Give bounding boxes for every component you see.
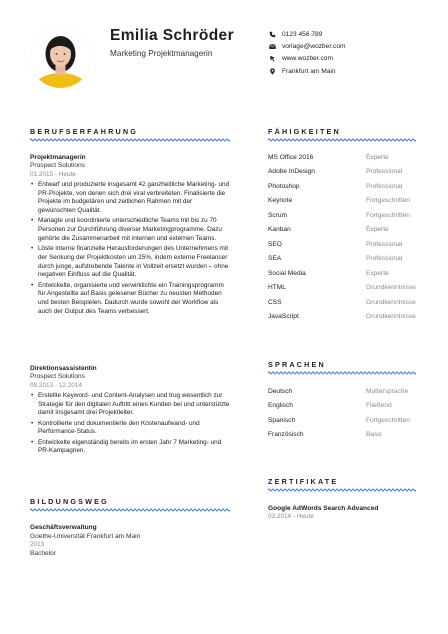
skill-name: JavaScript <box>268 313 299 321</box>
language-row <box>268 384 423 399</box>
skill-level: Grundkenntnisse <box>366 313 416 321</box>
candidate-title: Marketing Projektmanagerin <box>110 49 213 58</box>
skill-name: MS Office 2016 <box>268 153 314 161</box>
website-text[interactable]: www.wozber.com <box>282 55 333 63</box>
job-bullet: • Entwarf und produzierte insgesamt 42 ganzheitliche Marketing- und PR-Projekte, von denen sich drei viral verbreiteten. Finalisierte die Projekte im budgetären und zeitlichen Rahmen mit der gewünschten Qualität. <box>30 181 230 216</box>
job-bullet: • Managte und koordinierte unterschiedliche Teams mit bis zu 70 Personen zur Durchführung diverser Marketingprogramme. Dazu gehörte die Zusammenarbeit mit internen und externen Teams. <box>30 217 230 243</box>
job-role: Direktionsassistentin <box>30 365 97 372</box>
skill-level: Professional <box>366 240 403 248</box>
skill-row <box>268 266 423 281</box>
job-bullet: • Kontrollierte und dokumentierte den Kostenaufwand- und Performance-Status. <box>30 420 230 437</box>
job-bullets <box>30 392 230 456</box>
skill-name: Kanban <box>268 226 291 234</box>
languages-list <box>268 384 423 442</box>
languages-divider <box>268 371 416 375</box>
cursor-icon <box>268 54 277 63</box>
skill-name: SEO <box>268 240 282 248</box>
location-text: Frankfurt am Main <box>282 67 336 75</box>
experience-heading: BERUFSERFAHRUNG <box>30 127 139 136</box>
education-school: Goethe-Universität Frankfurt am Main <box>30 532 141 540</box>
skills-divider <box>268 138 416 142</box>
skills-list <box>268 150 423 324</box>
skill-level: Professional <box>366 182 403 190</box>
certificates-heading: ZERTIFIKATE <box>268 477 339 486</box>
skill-name: CSS <box>268 298 282 306</box>
job-role: Projektmanagerin <box>30 154 86 161</box>
skill-level: Professional <box>366 168 403 176</box>
skill-name: Photoshop <box>268 182 300 190</box>
languages-heading: SPRACHEN <box>268 360 326 369</box>
education-year: 2013 <box>30 541 45 548</box>
certificate-entry <box>268 504 428 522</box>
language-level: Basic <box>366 431 383 439</box>
skill-row <box>268 179 423 194</box>
skill-level: Grundkenntnisse <box>366 284 416 292</box>
skills-heading: FÄHIGKEITEN <box>268 127 341 136</box>
skill-row <box>268 223 423 238</box>
language-row <box>268 399 423 414</box>
skill-name: SEA <box>268 255 282 263</box>
job-dates: 09.2013 - 12.2014 <box>30 381 82 389</box>
skill-level: Fortgeschritten <box>366 211 410 219</box>
language-name: Deutsch <box>268 387 293 395</box>
education-divider <box>30 508 230 512</box>
language-level: Muttersprache <box>366 387 409 395</box>
language-name: Englisch <box>268 402 293 410</box>
job-dates: 01.2015 - Heute <box>30 170 76 178</box>
education-degree: Geschäftsverwaltung <box>30 524 97 531</box>
education-heading: BILDUNGSWEG <box>30 497 109 506</box>
skill-row <box>268 194 423 209</box>
skill-row <box>268 165 423 180</box>
candidate-name: Emilia Schröder <box>110 27 235 44</box>
skill-name: HTML <box>268 284 286 292</box>
job-bullet: • Erstellte Keyword- und Content-Analysen und trug wesentlich zur Strategie für den digitalen Auftritt eines Kunden bei und unterstützte damit insgesamt drei Projektleiter. <box>30 392 230 418</box>
job-company: Prospect Solutions <box>30 373 85 380</box>
job-company: Prospect Solutions <box>30 162 85 169</box>
skill-row <box>268 150 423 165</box>
skill-name: Scrum <box>268 211 288 219</box>
certificate-name: Google AdWords Search Advanced <box>268 505 379 512</box>
skill-level: Professional <box>366 255 403 263</box>
certificates-divider <box>268 488 416 492</box>
contact-location <box>268 65 346 77</box>
skill-level: Fortgeschritten <box>366 197 410 205</box>
skill-level: Experte <box>366 269 389 277</box>
skill-row <box>268 252 423 267</box>
experience-divider <box>30 138 230 142</box>
job-entry-2 <box>30 364 230 458</box>
language-name: Spanisch <box>268 416 296 424</box>
job-bullet: • Entwickelte, organisierte und verwirklichte ein Trainingsprogramm für Angestellte auf Basis gelesener Bücher zu neusten Methoden und besten Beispielen. Dadurch wurde sowohl der Workflow als auch der Output des Teams verbessert. <box>30 282 230 317</box>
contact-email[interactable] <box>268 40 346 52</box>
language-name: Französisch <box>268 431 304 439</box>
education-level: Bachelor <box>30 549 57 557</box>
location-pin-icon <box>268 67 277 76</box>
skill-name: Social Media <box>268 269 306 277</box>
skill-row <box>268 295 423 310</box>
email-text[interactable]: vorlage@wozber.com <box>282 42 346 50</box>
language-level: Fließend <box>366 402 392 410</box>
skill-level: Experte <box>366 153 389 161</box>
skill-row <box>268 208 423 223</box>
certificate-date: 03.2014 - Heute <box>268 513 314 520</box>
language-level: Fortgeschritten <box>366 416 410 424</box>
skill-row <box>268 310 423 325</box>
contact-website[interactable] <box>268 53 346 65</box>
contact-phone <box>268 28 346 40</box>
phone-text: 0123 456 789 <box>282 30 323 38</box>
profile-photo <box>30 27 91 88</box>
contact-block <box>268 28 346 77</box>
skill-row <box>268 237 423 252</box>
job-entry-1 <box>30 153 230 318</box>
skill-level: Experte <box>366 226 389 234</box>
phone-icon <box>268 30 277 39</box>
skill-name: Keynote <box>268 197 293 205</box>
job-bullets <box>30 181 230 316</box>
education-entry <box>30 524 230 558</box>
job-bullet: • Entwickelte eigenständig bereits im ersten Jahr 7 Marketing- und PR-Kampagnen. <box>30 439 230 456</box>
skill-level: Grundkenntnisse <box>366 298 416 306</box>
envelope-icon <box>268 42 277 51</box>
skill-row <box>268 281 423 296</box>
job-bullet: • Löste interne finanzielle Herausforderungen des Unternehmens mit der Senkung der Projektkosten um 25%, indem externe Freelancer durch junge, aufstrebende Talente in Vollzeit ersetzt wurden – ohne negativen Einfluss auf die Qualität. <box>30 245 230 280</box>
language-row <box>268 413 423 428</box>
skill-name: Adobe InDesign <box>268 168 315 176</box>
language-row <box>268 428 423 443</box>
